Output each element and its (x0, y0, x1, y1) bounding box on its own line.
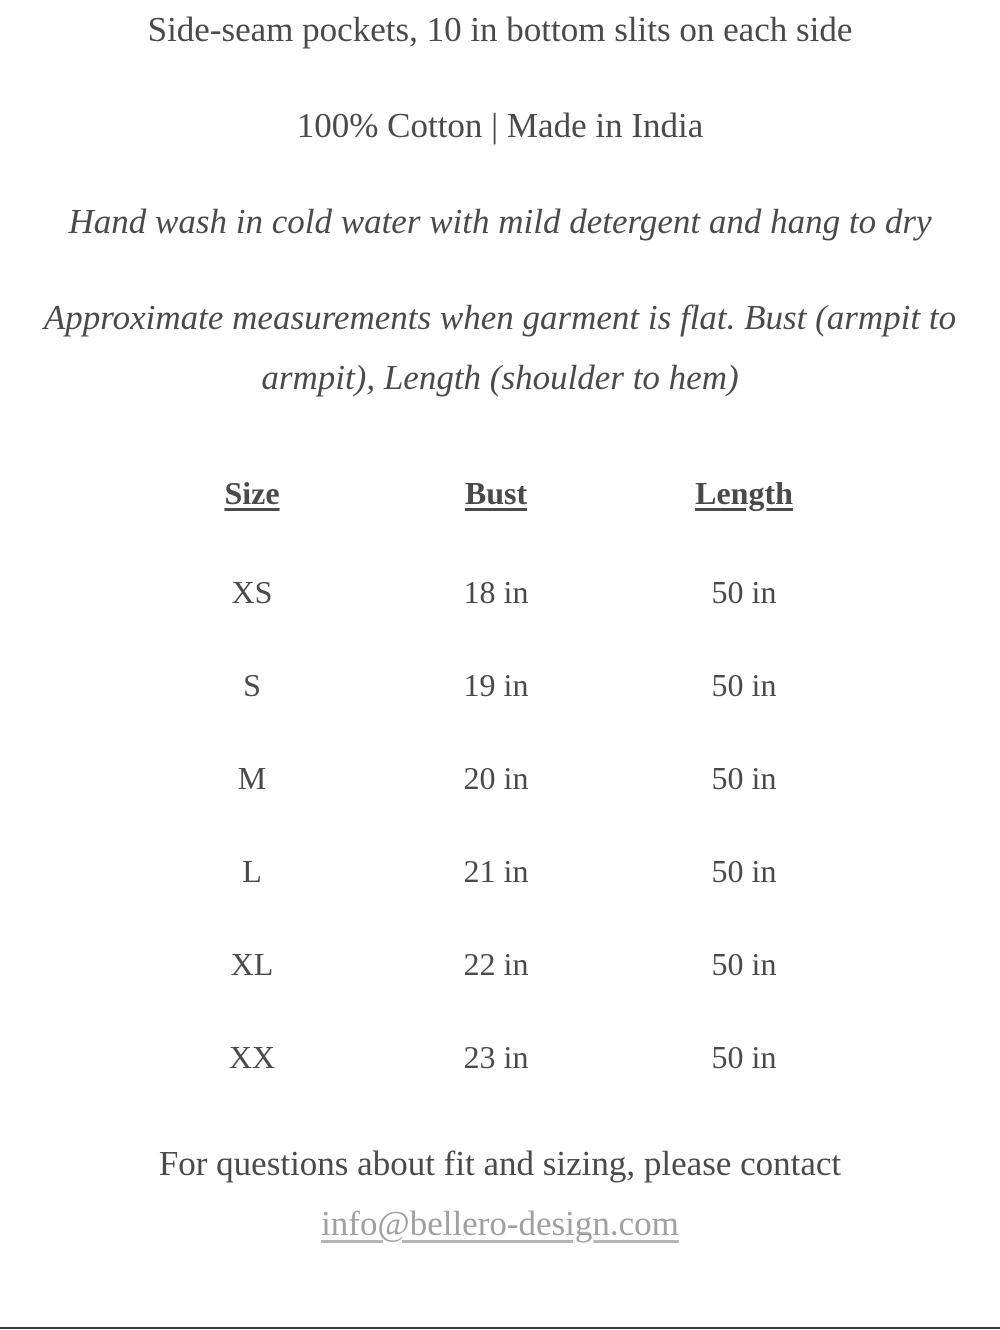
table-row (130, 918, 870, 1011)
care-instructions: Hand wash in cold water with mild detergent and hang to dry (68, 202, 932, 241)
material-text: 100% Cotton | Made in India (296, 106, 704, 145)
size-chart-table (130, 460, 870, 1104)
table-row (130, 1011, 870, 1104)
table-row (130, 732, 870, 825)
cell-bust: 20 in (463, 760, 529, 796)
cell-bust: 18 in (463, 574, 529, 610)
cell-length: 50 in (711, 667, 777, 703)
cell-bust: 23 in (463, 1039, 529, 1075)
header-bust: Bust (464, 474, 528, 511)
cell-size: XX (228, 1039, 276, 1075)
cell-bust: 19 in (463, 667, 529, 703)
cell-size: XS (231, 574, 273, 610)
header-size: Size (224, 474, 280, 511)
cell-length: 50 in (711, 760, 777, 796)
bottom-divider (0, 1327, 1000, 1329)
header-length: Length (695, 474, 793, 511)
contact-email-link[interactable]: info@bellero-design.com (321, 1204, 679, 1243)
cell-bust: 21 in (463, 853, 529, 889)
table-row (130, 639, 870, 732)
cell-size: M (237, 760, 267, 796)
table-row (130, 825, 870, 918)
cell-length: 50 in (711, 946, 777, 982)
cell-length: 50 in (711, 853, 777, 889)
cell-size: L (242, 853, 262, 889)
contact-text: For questions about fit and sizing, please contact (158, 1144, 842, 1183)
features-text: Side-seam pockets, 10 in bottom slits on each side (147, 10, 853, 49)
cell-length: 50 in (711, 1039, 777, 1075)
cell-size: S (243, 667, 261, 703)
cell-bust: 22 in (463, 946, 529, 982)
cell-size: XL (230, 946, 274, 982)
size-chart-header-row (130, 460, 870, 526)
contact-paragraph (0, 1134, 1000, 1254)
measurement-note: Approximate measurements when garment is flat. Bust (armpit to armpit), Length (shoulder to hem) (43, 298, 957, 397)
table-row (130, 526, 870, 639)
cell-length: 50 in (711, 574, 777, 610)
